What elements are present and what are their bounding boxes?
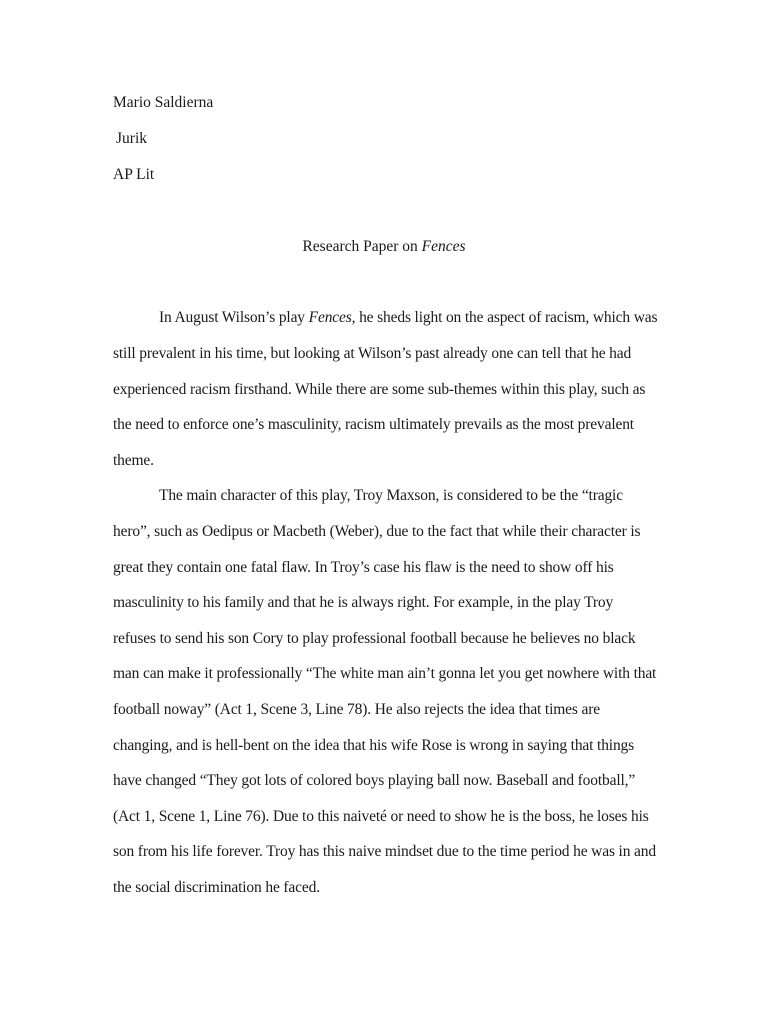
paragraph-1-line-3: experienced racism firsthand. While there are some sub-themes within this play, such as [113,381,646,398]
course-name: AP Lit [113,166,155,183]
paper-title [0,238,768,256]
paragraph-1-line-2: still prevalent in his time, but looking at Wilson’s past already one can tell that he had [113,345,632,362]
paragraph-2-line-6: man can make it professionally “The white man ain’t gonna let you get nowhere with that [113,665,657,682]
p1-line-1-start: In August Wilson’s play [159,309,309,326]
p1-line-1-title: Fences, [308,309,356,326]
paragraph-2-line-7: football noway” (Act 1, Scene 3, Line 78). He also rejects the idea that times are [113,701,600,718]
title-prefix: Research Paper on [302,238,422,255]
teacher-name: Jurik [116,130,147,147]
paragraph-2-line-2: hero”, such as Oedipus or Macbeth (Weber), due to the fact that while their character is [113,523,641,540]
student-name: Mario Saldierna [113,94,214,111]
paragraph-2-line-10: (Act 1, Scene 1, Line 76). Due to this naiveté or need to show he is the boss, he loses his [113,808,649,825]
paragraph-2-line-4: masculinity to his family and that he is always right. For example, in the play Troy [113,594,614,611]
paragraph-1-line-5: theme. [113,452,154,469]
paragraph-1-line-1 [159,309,673,327]
p1-line-1-end: he sheds light on the aspect of racism, which was [355,309,658,326]
paragraph-2-line-3: great they contain one fatal flaw. In Troy’s case his flaw is the need to show off his [113,559,614,576]
paragraph-2-line-12: the social discrimination he faced. [113,879,320,896]
paragraph-2-line-9: have changed “They got lots of colored boys playing ball now. Baseball and football,” [113,772,636,789]
paragraph-2-line-5: refuses to send his son Cory to play professional football because he believes no black [113,630,636,647]
paragraph-2-line-1: The main character of this play, Troy Maxson, is considered to be the “tragic [159,487,623,504]
paragraph-2-line-8: changing, and is hell-bent on the idea that his wife Rose is wrong in saying that things [113,737,635,754]
paragraph-1-line-4: the need to enforce one’s masculinity, racism ultimately prevails as the most prevalent [113,416,634,433]
title-work: Fences [421,238,466,255]
paragraph-2-line-11: son from his life forever. Troy has this naive mindset due to the time period he was in and [113,843,656,860]
